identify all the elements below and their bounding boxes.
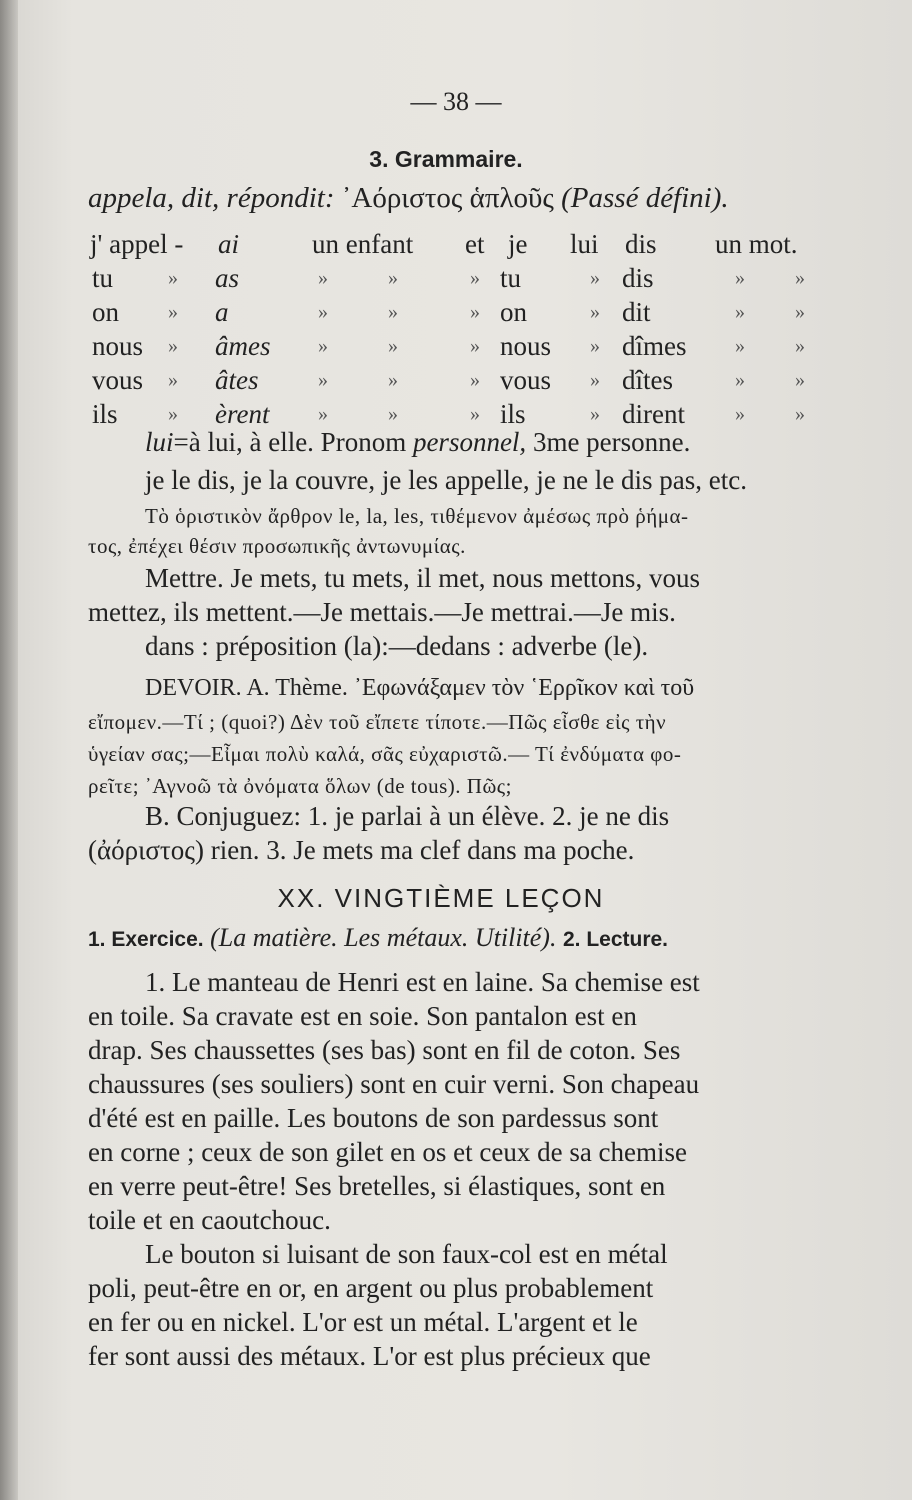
greek-note-1: Τὸ ὁριστικὸν ἄρθρον le, la, les, τιθέμενον ἀμέσως πρὸ ῥήμα-	[145, 504, 689, 528]
table-cell: a	[215, 297, 229, 327]
table-cell: nous	[92, 331, 144, 361]
greek-note-2: τος, ἐπέχει θέσιν προσωπικῆς ἀντωνυμίας.	[88, 534, 466, 558]
subtitle-paren: (Passé défini).	[561, 182, 729, 214]
table-cell: âmes	[215, 331, 271, 361]
je-line: je le dis, je la couvre, je les appelle, je ne le dis pas, etc.	[145, 465, 748, 495]
table-cell: »	[168, 335, 178, 357]
table-cell: ai	[218, 229, 240, 259]
grammar-heading: 3. Grammaire.	[369, 146, 523, 172]
page-number: — 38 —	[410, 87, 502, 116]
table-cell: ils	[92, 399, 118, 429]
table-cell: »	[735, 403, 745, 425]
devoir-line-4: ρεῖτε; ᾽Αγνοῶ τὰ ὀνόματα ὅλων (de tous). Πῶς;	[88, 774, 512, 798]
paragraph-line: en fer ou en nickel. L'or est un métal. L'argent et le	[88, 1307, 638, 1337]
paragraph-line: poli, peut-être en or, en argent ou plus probablement	[88, 1273, 654, 1303]
table-cell: »	[388, 335, 398, 357]
table-cell: ils	[500, 399, 526, 429]
table-cell: »	[795, 369, 805, 391]
table-cell: »	[735, 267, 745, 289]
table-cell: lui	[570, 229, 599, 259]
table-cell: »	[318, 335, 328, 357]
paragraph-line: Le bouton si luisant de son faux-col est en métal	[145, 1239, 668, 1269]
table-cell: âtes	[215, 365, 259, 395]
table-cell: »	[795, 267, 805, 289]
table-cell: dîtes	[622, 365, 673, 395]
mettre-line-2: mettez, ils mettent.—Je mettais.—Je mettrai.—Je mis.	[88, 597, 676, 627]
table-cell: »	[795, 335, 805, 357]
devoir-line-3: ὑγείαν σας;—Εἶμαι πολὺ καλά, σᾶς εὐχαριστῶ.— Τί ἐνδύματα φο-	[88, 742, 682, 766]
table-cell: dirent	[622, 399, 685, 429]
table-cell: »	[735, 335, 745, 357]
table-cell: dis	[622, 263, 654, 293]
table-cell: »	[735, 369, 745, 391]
table-cell: »	[318, 369, 328, 391]
table-cell: »	[735, 301, 745, 323]
paragraph-line: toile et en caoutchouc.	[88, 1205, 331, 1235]
paragraph-line: drap. Ses chaussettes (ses bas) sont en fil de coton. Ses	[88, 1035, 681, 1065]
grammar-subtitle	[88, 182, 912, 214]
dans-line: dans : préposition (la):—dedans : adverbe (le).	[145, 631, 649, 661]
table-cell: et	[465, 229, 485, 259]
table-cell: »	[470, 335, 480, 357]
table-cell: »	[470, 369, 480, 391]
table-cell: »	[388, 301, 398, 323]
table-cell: »	[388, 267, 398, 289]
conjuguez-line-1: B. Conjuguez: 1. je parlai à un élève. 2. je ne dis	[145, 801, 670, 831]
table-cell: »	[590, 369, 600, 391]
table-cell: »	[318, 403, 328, 425]
table-cell: as	[215, 263, 240, 293]
mettre-line-1: Mettre. Je mets, tu mets, il met, nous mettons, vous	[145, 563, 700, 593]
paragraph-line: en verre peut-être! Ses bretelles, si élastiques, sont en	[88, 1171, 666, 1201]
table-cell: j' appel -	[90, 229, 184, 259]
devoir-line-1: DEVOIR. A. Thème. ᾽Εφωνάξαμεν τὸν ῾Ερρῖκον καὶ τοῦ	[145, 675, 695, 701]
table-cell: tu	[500, 263, 522, 293]
table-cell: dis	[625, 229, 657, 259]
paragraph-line: fer sont aussi des métaux. L'or est plus précieux que	[88, 1341, 651, 1371]
table-cell: un enfant	[312, 229, 414, 259]
lui-word: lui	[145, 427, 174, 457]
table-cell: »	[388, 403, 398, 425]
table-cell: »	[168, 301, 178, 323]
book-spine-shadow	[0, 0, 18, 1500]
table-cell: on	[92, 297, 119, 327]
table-cell: »	[590, 301, 600, 323]
table-cell: vous	[92, 365, 144, 395]
paragraph-line: 1. Le manteau de Henri est en laine. Sa chemise est	[145, 967, 700, 997]
conjuguez-line-2: (ἀόριστος) rien. 3. Je mets ma clef dans ma poche.	[88, 835, 635, 865]
paragraph-line: en toile. Sa cravate est en soie. Son pantalon est en	[88, 1001, 637, 1031]
table-cell: nous	[500, 331, 552, 361]
table-cell: »	[168, 369, 178, 391]
table-cell: je	[508, 229, 528, 259]
lesson-title: XX. VINGTIÈME LEÇON	[277, 883, 605, 913]
lui-personnel: personnel,	[412, 427, 527, 457]
exercise-topic: (La matière. Les métaux. Utilité).	[210, 923, 557, 952]
table-cell: on	[500, 297, 527, 327]
lecture-label: 2. Lecture.	[562, 928, 669, 951]
table-cell: »	[795, 403, 805, 425]
table-cell: »	[470, 301, 480, 323]
subtitle-greek: ᾽Αόριστος ἁπλοῦς	[341, 182, 554, 214]
table-cell: »	[168, 403, 178, 425]
table-cell: »	[590, 267, 600, 289]
lui-rest: =à lui, à elle. Pronom	[173, 427, 407, 457]
paragraph-line: d'été est en paille. Les boutons de son pardessus sont	[88, 1103, 659, 1133]
table-cell: un mot.	[715, 229, 798, 259]
table-cell: »	[470, 403, 480, 425]
paragraph-line: chaussures (ses souliers) sont en cuir verni. Son chapeau	[88, 1069, 700, 1099]
table-cell: »	[795, 301, 805, 323]
table-cell: »	[318, 267, 328, 289]
table-cell: èrent	[215, 399, 270, 429]
table-cell: dit	[622, 297, 651, 327]
table-cell: tu	[92, 263, 114, 293]
table-cell: »	[470, 267, 480, 289]
devoir-line-2: εἴπομεν.—Τί ; (quoi?) Δὲν τοῦ εἴπετε τίποτε.—Πῶς εἶσθε εἰς τὴν	[88, 710, 667, 734]
table-cell: vous	[500, 365, 552, 395]
table-cell: dîmes	[622, 331, 687, 361]
lesson-subheading	[88, 922, 912, 956]
table-cell: »	[168, 267, 178, 289]
lui-tail: 3me personne.	[532, 427, 691, 457]
lui-line	[145, 426, 912, 458]
paragraph-line: en corne ; ceux de son gilet en os et ceux de sa chemise	[88, 1137, 688, 1167]
exercise-label: 1. Exercice.	[88, 928, 204, 951]
table-cell: »	[590, 403, 600, 425]
table-cell: »	[388, 369, 398, 391]
subtitle-italic: appela, dit, répondit:	[88, 182, 335, 214]
table-cell: »	[590, 335, 600, 357]
table-cell: »	[318, 301, 328, 323]
